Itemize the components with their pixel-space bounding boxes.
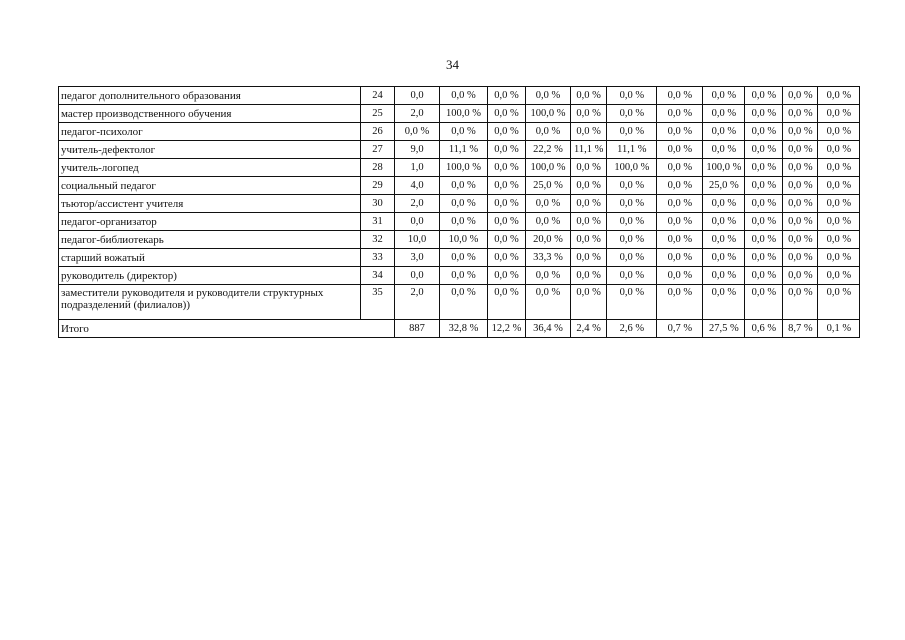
table-row — [59, 231, 860, 249]
percent-cell: 0,0 % — [607, 105, 657, 123]
count-cell: 2,0 — [395, 105, 440, 123]
percent-cell: 0,0 % — [440, 285, 488, 320]
row-number-cell: 26 — [361, 123, 395, 141]
percent-cell: 0,0 % — [783, 285, 818, 320]
percent-cell: 0,0 % — [440, 267, 488, 285]
percent-cell: 0,0 % — [488, 213, 526, 231]
percent-cell: 0,0 % — [745, 231, 783, 249]
percent-cell: 0,0 % — [657, 177, 703, 195]
percent-cell: 0,0 % — [818, 249, 860, 267]
total-percent-cell: 8,7 % — [783, 320, 818, 338]
percent-cell: 0,0 % — [440, 123, 488, 141]
total-percent-cell: 2,4 % — [571, 320, 607, 338]
percent-cell: 0,0 % — [440, 249, 488, 267]
row-number-cell: 27 — [361, 141, 395, 159]
percent-cell: 0,0 % — [488, 267, 526, 285]
count-cell: 10,0 — [395, 231, 440, 249]
percent-cell: 0,0 % — [607, 87, 657, 105]
percent-cell: 0,0 % — [818, 267, 860, 285]
percent-cell: 0,0 % — [745, 177, 783, 195]
percent-cell: 0,0 % — [488, 195, 526, 213]
count-cell: 3,0 — [395, 249, 440, 267]
percent-cell: 0,0 % — [488, 177, 526, 195]
percent-cell: 0,0 % — [571, 105, 607, 123]
total-row — [59, 320, 860, 338]
percent-cell: 0,0 % — [818, 195, 860, 213]
percent-cell: 0,0 % — [571, 87, 607, 105]
percent-cell: 0,0 % — [488, 141, 526, 159]
percent-cell: 0,0 % — [703, 267, 745, 285]
percent-cell: 0,0 % — [488, 231, 526, 249]
percent-cell: 0,0 % — [745, 87, 783, 105]
percent-cell: 0,0 % — [526, 213, 571, 231]
total-percent-cell: 2,6 % — [607, 320, 657, 338]
percent-cell: 0,0 % — [571, 231, 607, 249]
percent-cell: 25,0 % — [703, 177, 745, 195]
percent-cell: 0,0 % — [571, 195, 607, 213]
percent-cell: 0,0 % — [571, 123, 607, 141]
percent-cell: 0,0 % — [488, 123, 526, 141]
percent-cell: 0,0 % — [440, 87, 488, 105]
total-label: Итого — [59, 320, 395, 338]
percent-cell: 0,0 % — [440, 213, 488, 231]
percent-cell: 0,0 % — [818, 231, 860, 249]
position-name-cell: педагог-библиотекарь — [59, 231, 361, 249]
row-number-cell: 35 — [361, 285, 395, 320]
position-name-cell: мастер производственного обучения — [59, 105, 361, 123]
percent-cell: 0,0 % — [657, 285, 703, 320]
percent-cell: 0,0 % — [783, 177, 818, 195]
percent-cell: 0,0 % — [745, 141, 783, 159]
percent-cell: 0,0 % — [526, 123, 571, 141]
table-row — [59, 267, 860, 285]
position-name-cell: педагог-организатор — [59, 213, 361, 231]
count-cell: 4,0 — [395, 177, 440, 195]
percent-cell: 0,0 % — [657, 195, 703, 213]
percent-cell: 0,0 % — [657, 141, 703, 159]
position-name-cell: учитель-дефектолог — [59, 141, 361, 159]
percent-cell: 0,0 % — [607, 267, 657, 285]
row-number-cell: 24 — [361, 87, 395, 105]
percent-cell: 0,0 % — [488, 105, 526, 123]
percent-cell: 0,0 % — [818, 177, 860, 195]
row-number-cell: 30 — [361, 195, 395, 213]
percent-cell: 0,0 % — [657, 231, 703, 249]
count-cell: 2,0 — [395, 285, 440, 320]
row-number-cell: 34 — [361, 267, 395, 285]
percent-cell: 100,0 % — [440, 105, 488, 123]
percent-cell: 0,0 % — [745, 105, 783, 123]
percent-cell: 25,0 % — [526, 177, 571, 195]
percent-cell: 0,0 % — [783, 87, 818, 105]
total-percent-cell: 27,5 % — [703, 320, 745, 338]
table-row — [59, 159, 860, 177]
total-percent-cell: 36,4 % — [526, 320, 571, 338]
total-percent-cell: 0,1 % — [818, 320, 860, 338]
row-number-cell: 25 — [361, 105, 395, 123]
percent-cell: 0,0 % — [703, 213, 745, 231]
count-cell: 0,0 — [395, 213, 440, 231]
total-percent-cell: 0,6 % — [745, 320, 783, 338]
percent-cell: 0,0 % — [783, 195, 818, 213]
percent-cell: 0,0 % — [703, 105, 745, 123]
percent-cell: 0,0 % — [571, 213, 607, 231]
table-row — [59, 105, 860, 123]
row-number-cell: 33 — [361, 249, 395, 267]
percent-cell: 0,0 % — [703, 87, 745, 105]
row-number-cell: 28 — [361, 159, 395, 177]
percent-cell: 0,0 % — [657, 123, 703, 141]
table-row — [59, 213, 860, 231]
position-name-cell: социальный педагог — [59, 177, 361, 195]
count-cell: 2,0 — [395, 195, 440, 213]
count-cell: 0,0 — [395, 267, 440, 285]
percent-cell: 0,0 % — [703, 141, 745, 159]
percent-cell: 100,0 % — [526, 159, 571, 177]
position-name-cell: педагог-психолог — [59, 123, 361, 141]
percent-cell: 0,0 % — [783, 123, 818, 141]
percent-cell: 0,0 % — [571, 159, 607, 177]
percent-cell: 0,0 % — [703, 195, 745, 213]
position-name-cell: педагог дополнительного образования — [59, 87, 361, 105]
row-number-cell: 31 — [361, 213, 395, 231]
position-name-cell: заместители руководителя и руководители структурных подразделений (филиалов)) — [59, 285, 361, 320]
percent-cell: 0,0 % — [818, 141, 860, 159]
percent-cell: 0,0 % — [607, 213, 657, 231]
percent-cell: 0,0 % — [818, 105, 860, 123]
percent-cell: 0,0 % — [657, 159, 703, 177]
percent-cell: 0,0 % — [607, 249, 657, 267]
total-count-cell: 887 — [395, 320, 440, 338]
percent-cell: 100,0 % — [440, 159, 488, 177]
table-body — [59, 87, 860, 338]
percent-cell: 0,0 % — [703, 285, 745, 320]
percent-cell: 0,0 % — [703, 249, 745, 267]
table-row — [59, 195, 860, 213]
percent-cell: 11,1 % — [571, 141, 607, 159]
percent-cell: 0,0 % — [745, 123, 783, 141]
table-row — [59, 249, 860, 267]
percent-cell: 0,0 % — [818, 159, 860, 177]
percent-cell: 0,0 % — [571, 249, 607, 267]
count-cell: 9,0 — [395, 141, 440, 159]
position-name-cell: старший вожатый — [59, 249, 361, 267]
percent-cell: 0,0 % — [607, 177, 657, 195]
percent-cell: 10,0 % — [440, 231, 488, 249]
percent-cell: 0,0 % — [745, 213, 783, 231]
total-percent-cell: 32,8 % — [440, 320, 488, 338]
percent-cell: 0,0 % — [488, 87, 526, 105]
percent-cell: 0,0 % — [745, 195, 783, 213]
percent-cell: 0,0 % — [703, 231, 745, 249]
percent-cell: 0,0 % — [657, 105, 703, 123]
percent-cell: 0,0 % — [440, 177, 488, 195]
percent-cell: 0,0 % — [607, 195, 657, 213]
percent-cell: 0,0 % — [571, 267, 607, 285]
percent-cell: 0,0 % — [745, 267, 783, 285]
percent-cell: 0,0 % — [783, 249, 818, 267]
percent-cell: 0,0 % — [440, 195, 488, 213]
percent-cell: 22,2 % — [526, 141, 571, 159]
total-percent-cell: 0,7 % — [657, 320, 703, 338]
row-number-cell: 29 — [361, 177, 395, 195]
percent-cell: 0,0 % — [657, 249, 703, 267]
percent-cell: 0,0 % — [783, 267, 818, 285]
percent-cell: 0,0 % — [657, 87, 703, 105]
count-cell: 0,0 % — [395, 123, 440, 141]
percent-cell: 0,0 % — [526, 195, 571, 213]
percent-cell: 0,0 % — [818, 123, 860, 141]
percent-cell: 0,0 % — [607, 285, 657, 320]
row-number-cell: 32 — [361, 231, 395, 249]
percent-cell: 0,0 % — [783, 231, 818, 249]
table-row — [59, 141, 860, 159]
percent-cell: 33,3 % — [526, 249, 571, 267]
percent-cell: 0,0 % — [783, 105, 818, 123]
page-number: 34 — [446, 57, 459, 72]
percent-cell: 0,0 % — [488, 249, 526, 267]
percent-cell: 0,0 % — [783, 141, 818, 159]
table-row — [59, 87, 860, 105]
percent-cell: 0,0 % — [745, 249, 783, 267]
position-name-cell: руководитель (директор) — [59, 267, 361, 285]
percent-cell: 0,0 % — [571, 177, 607, 195]
table-row — [59, 177, 860, 195]
percent-cell: 0,0 % — [703, 123, 745, 141]
table-row — [59, 285, 860, 320]
percent-cell: 0,0 % — [488, 159, 526, 177]
percent-cell: 0,0 % — [571, 285, 607, 320]
statistics-table — [58, 86, 860, 338]
percent-cell: 0,0 % — [657, 213, 703, 231]
percent-cell: 0,0 % — [818, 213, 860, 231]
count-cell: 1,0 — [395, 159, 440, 177]
percent-cell: 100,0 % — [607, 159, 657, 177]
percent-cell: 0,0 % — [657, 267, 703, 285]
percent-cell: 11,1 % — [607, 141, 657, 159]
percent-cell: 0,0 % — [745, 159, 783, 177]
position-name-cell: тьютор/ассистент учителя — [59, 195, 361, 213]
percent-cell: 0,0 % — [783, 213, 818, 231]
percent-cell: 100,0 % — [526, 105, 571, 123]
total-percent-cell: 12,2 % — [488, 320, 526, 338]
percent-cell: 0,0 % — [526, 285, 571, 320]
percent-cell: 0,0 % — [607, 123, 657, 141]
percent-cell: 0,0 % — [526, 87, 571, 105]
percent-cell: 0,0 % — [818, 87, 860, 105]
table-row — [59, 123, 860, 141]
percent-cell: 0,0 % — [783, 159, 818, 177]
percent-cell: 11,1 % — [440, 141, 488, 159]
percent-cell: 0,0 % — [818, 285, 860, 320]
percent-cell: 0,0 % — [745, 285, 783, 320]
percent-cell: 0,0 % — [488, 285, 526, 320]
percent-cell: 100,0 % — [703, 159, 745, 177]
percent-cell: 0,0 % — [607, 231, 657, 249]
count-cell: 0,0 — [395, 87, 440, 105]
position-name-cell: учитель-логопед — [59, 159, 361, 177]
percent-cell: 0,0 % — [526, 267, 571, 285]
percent-cell: 20,0 % — [526, 231, 571, 249]
